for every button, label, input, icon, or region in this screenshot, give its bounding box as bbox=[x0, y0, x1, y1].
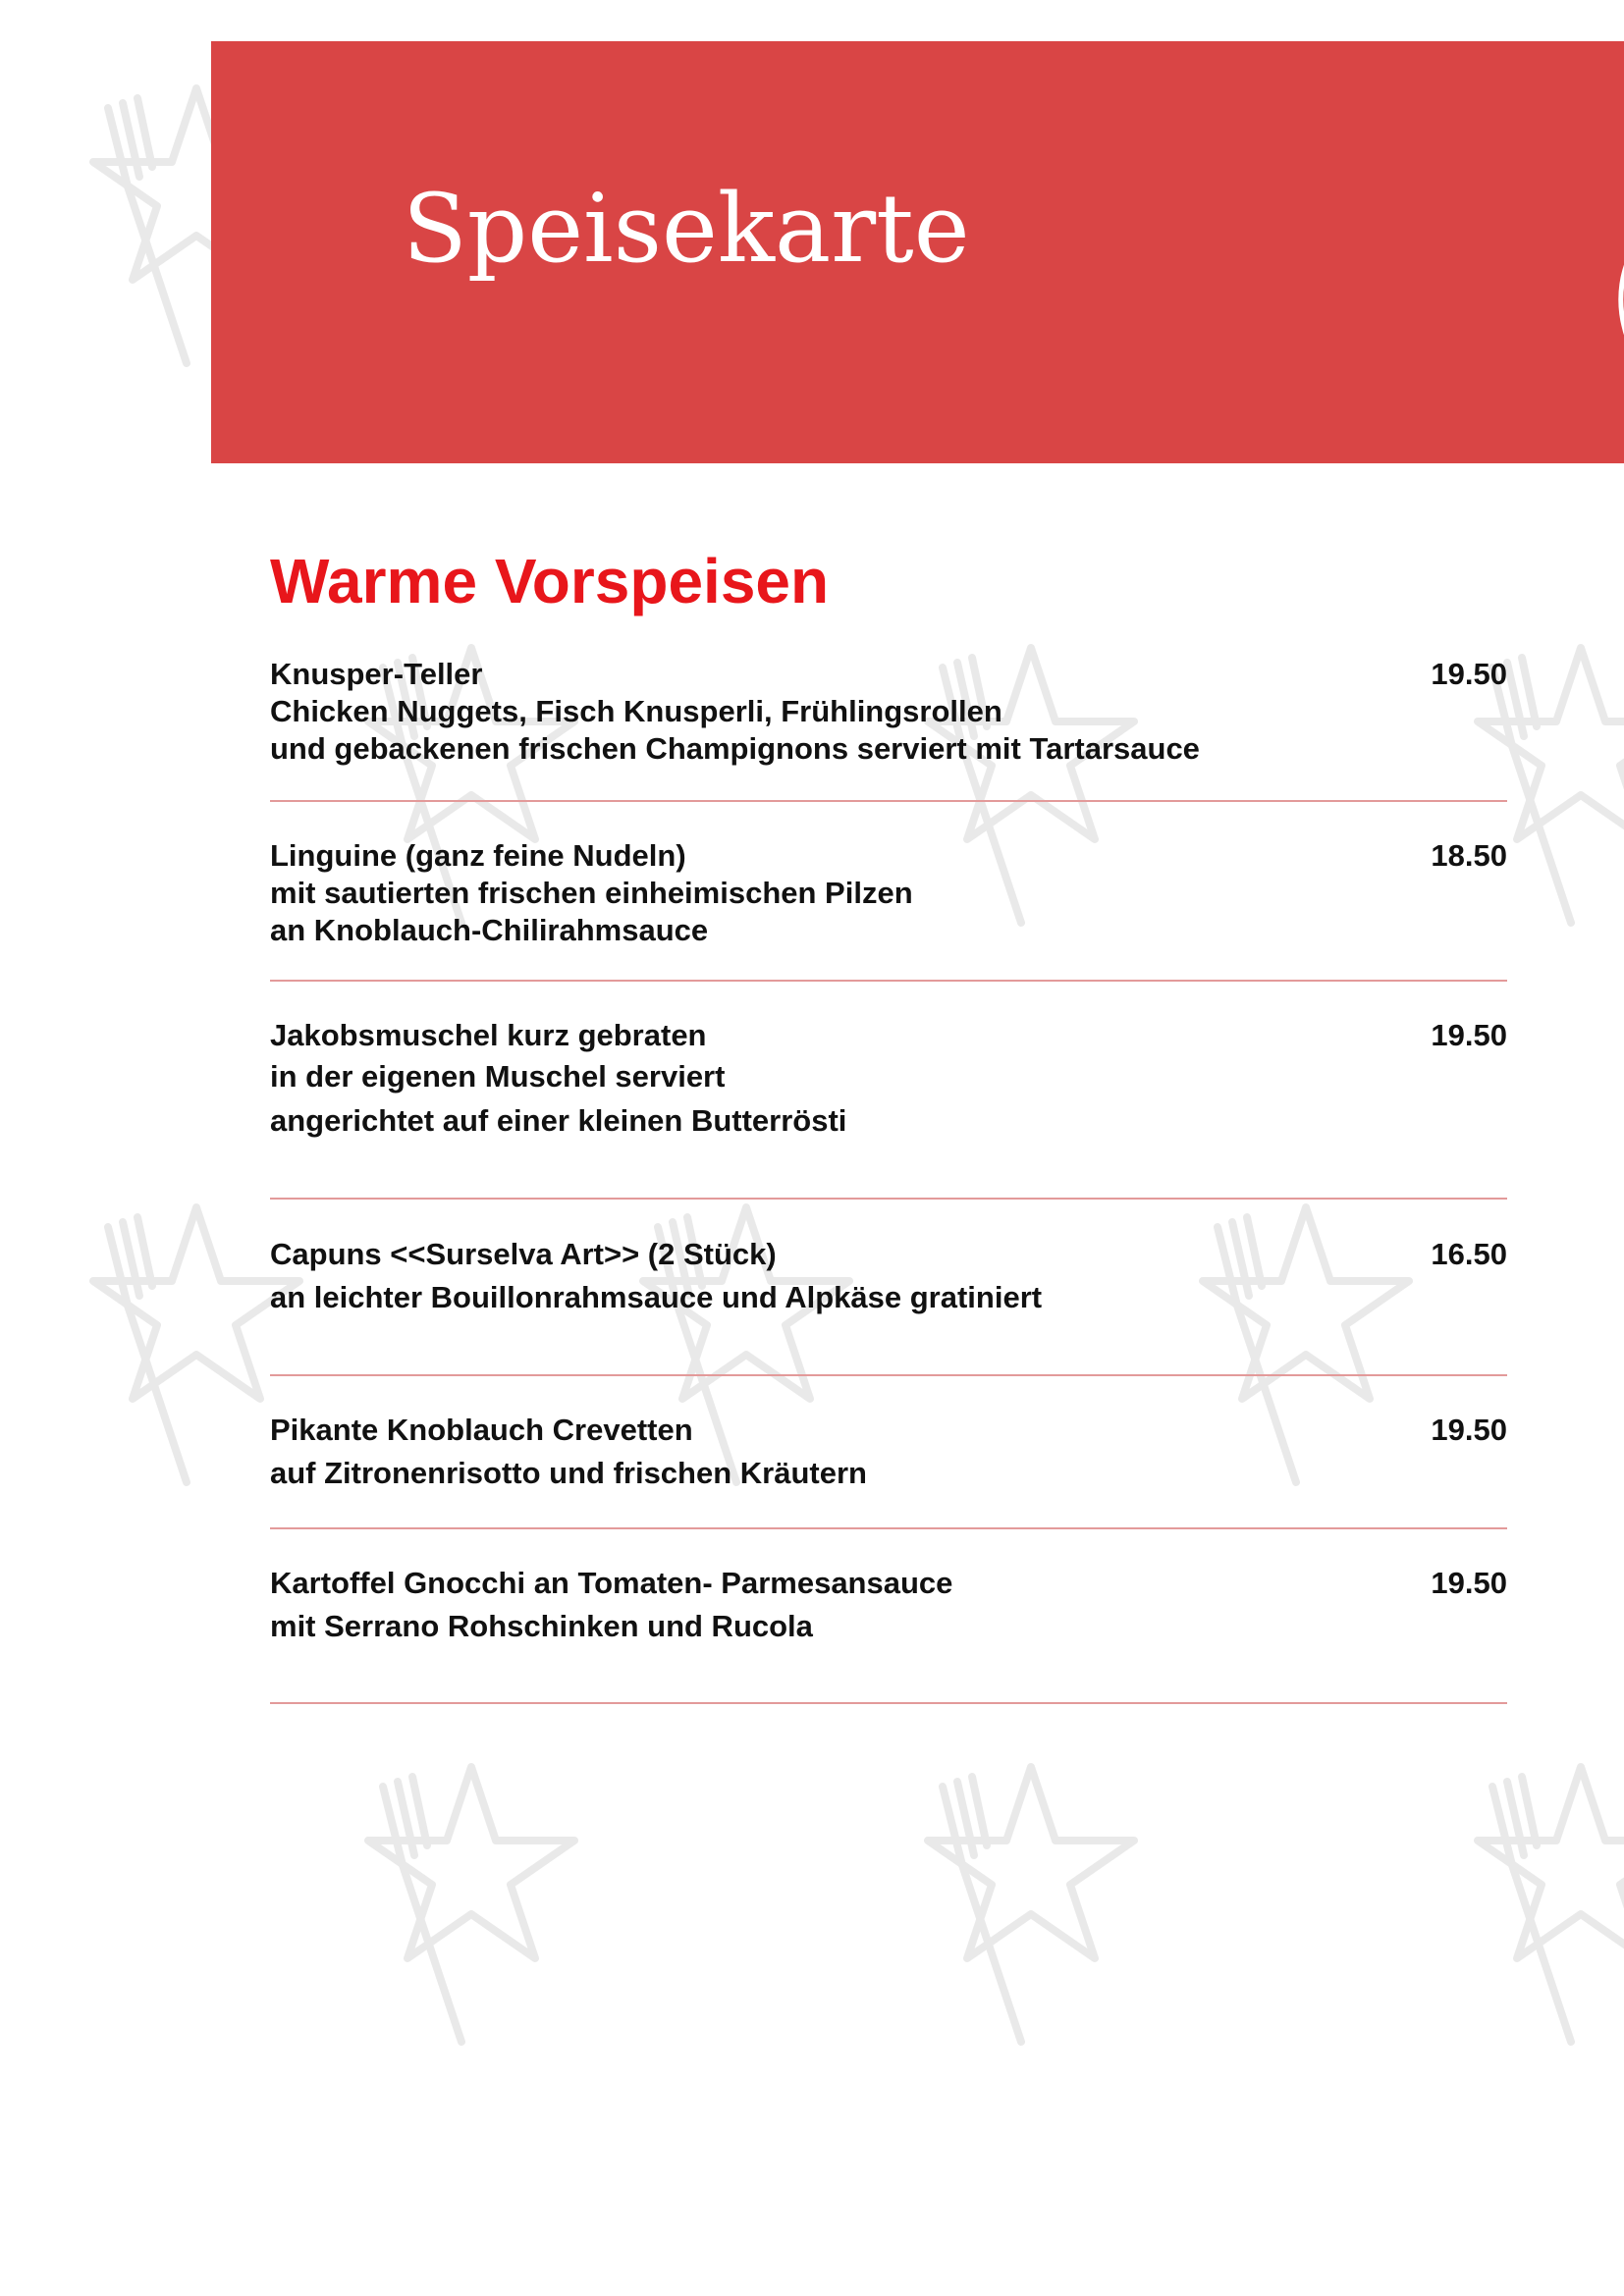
item-description: in der eigenen Muschel serviert bbox=[270, 1059, 726, 1094]
page-title: Speisekarte bbox=[403, 174, 970, 284]
item-name: Pikante Knoblauch Crevetten bbox=[270, 1413, 693, 1447]
item-name: Knusper-Teller bbox=[270, 657, 483, 691]
item-price: 19.50 bbox=[1431, 1566, 1507, 1600]
item-price: 19.50 bbox=[1431, 657, 1507, 691]
divider bbox=[270, 1374, 1507, 1376]
item-description: und gebackenen frischen Champignons serviert mit Tartarsauce bbox=[270, 731, 1200, 766]
item-price: 19.50 bbox=[1431, 1413, 1507, 1447]
fork-star-icon bbox=[913, 1747, 1149, 2061]
menu-item bbox=[270, 1412, 1507, 1498]
divider bbox=[270, 1198, 1507, 1200]
menu-item bbox=[270, 1565, 1507, 1651]
item-price: 19.50 bbox=[1431, 1018, 1507, 1052]
menu-item bbox=[270, 837, 1507, 949]
divider bbox=[270, 1527, 1507, 1529]
divider bbox=[270, 1702, 1507, 1704]
item-description: mit sautierten frischen einheimischen Pilzen bbox=[270, 876, 913, 910]
item-description: an Knoblauch-Chilirahmsauce bbox=[270, 913, 709, 947]
divider bbox=[270, 800, 1507, 802]
menu-item bbox=[270, 1236, 1507, 1322]
horse-head-logo bbox=[1591, 188, 1624, 404]
header-band bbox=[211, 41, 1624, 463]
item-name: Linguine (ganz feine Nudeln) bbox=[270, 838, 686, 873]
item-name: Capuns <<Surselva Art>> (2 Stück) bbox=[270, 1237, 777, 1271]
divider bbox=[270, 980, 1507, 982]
section-title: Warme Vorspeisen bbox=[270, 546, 830, 616]
menu-item bbox=[270, 1017, 1507, 1143]
item-description: Chicken Nuggets, Fisch Knusperli, Frühlingsrollen bbox=[270, 694, 1002, 728]
fork-star-icon bbox=[1463, 1747, 1624, 2061]
menu-item bbox=[270, 656, 1507, 768]
item-price: 16.50 bbox=[1431, 1237, 1507, 1271]
item-description: angerichtet auf einer kleinen Butterrösti bbox=[270, 1103, 847, 1138]
item-name: Kartoffel Gnocchi an Tomaten- Parmesansauce bbox=[270, 1566, 953, 1600]
item-description: auf Zitronenrisotto und frischen Kräutern bbox=[270, 1456, 867, 1490]
item-description: mit Serrano Rohschinken und Rucola bbox=[270, 1609, 813, 1643]
item-price: 18.50 bbox=[1431, 838, 1507, 873]
fork-star-icon bbox=[353, 1747, 589, 2061]
item-description: an leichter Bouillonrahmsauce und Alpkäse gratiniert bbox=[270, 1280, 1043, 1314]
item-name: Jakobsmuschel kurz gebraten bbox=[270, 1018, 707, 1052]
